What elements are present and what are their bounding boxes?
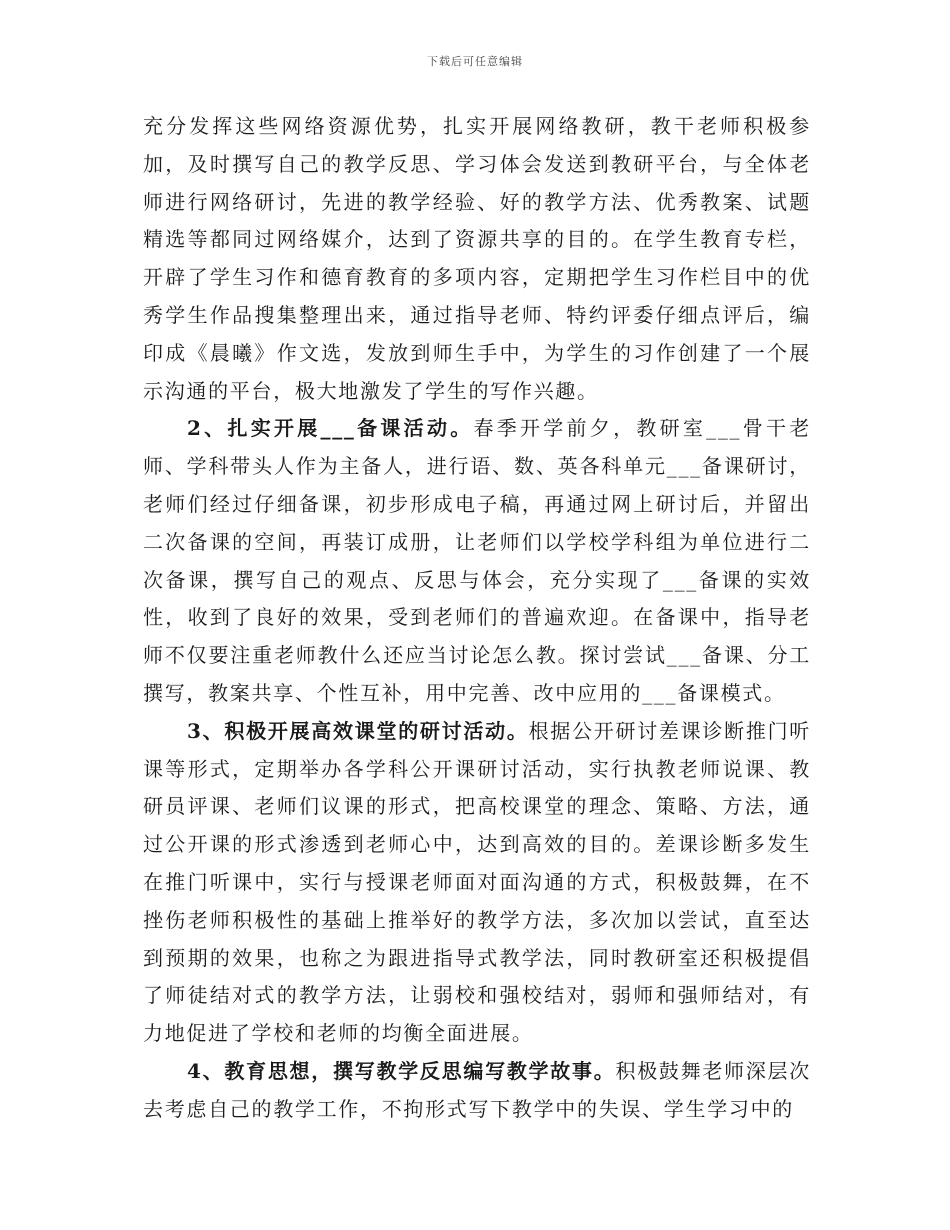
paragraph-3-text: 根据公开研讨差课诊断推门听课等形式，定期举办各学科公开课研讨活动，实行执教老师说课、教研员评课、老师们议课的形式，把高校课堂的理念、策略、方法，通过公开课的形式渗透到老师心中，达到高效的目的。差课诊断多发生在推门听课中，实行与授课老师面对面沟通的方式，积极鼓舞，在不挫伤老师积极性的基础上推举好的教学方法，多次加以尝试，直至达到预期的效果，也称之为跟进指导式教学法，同时教研室还积极提倡了师徒结对式的教学方法，让弱校和强校结对，弱师和强师结对，有力地促进了学校和老师的均衡全面进展。	[143, 718, 811, 1046]
paragraph-1	[143, 108, 811, 410]
paragraph-2-text: 春季开学前夕，教研室___骨干老师、学科带头人作为主备人，进行语、数、英各科单元___备课研讨，老师们经过仔细备课，初步形成电子稿，再通过网上研讨后，并留出二次备课的空间，再装订成册，让老师们以学校学科组为单位进行二次备课，撰写自己的观点、反思与体会，充分实现了___备课的实效性，收到了良好的效果，受到老师们的普遍欢迎。在备课中，指导老师不仅要注重老师教什么还应当讨论怎么教。探讨尝试___备课、分工撰写，教案共享、个性互补，用中完善、改中应用的___备课模式。	[143, 416, 812, 705]
paragraph-2	[143, 410, 811, 712]
paragraph-4-heading: 4、教育思想，撰写教学反思编写教学故事。	[187, 1058, 616, 1083]
paragraph-1-text: 充分发挥这些网络资源优势，扎实开展网络教研，教干老师积极参加，及时撰写自己的教学反思、学习体会发送到教研平台，与全体老师进行网络研讨，先进的教学经验、好的教学方法、优秀教案、试题精选等都同过网络媒介，达到了资源共享的目的。在学生教育专栏，开辟了学生习作和德育教育的多项内容，定期把学生习作栏目中的优秀学生作品搜集整理出来，通过指导老师、特约评委仔细点评后，编印成《晨曦》作文选，发放到师生手中，为学生的习作创建了一个展示沟通的平台，极大地激发了学生的写作兴趣。	[143, 114, 811, 403]
paragraph-3	[143, 713, 811, 1053]
paragraph-3-heading: 3、积极开展高效课堂的研讨活动。	[187, 718, 529, 743]
paragraph-2-heading: 2、扎实开展___备课活动。	[187, 416, 474, 441]
paragraph-4-text: 积极鼓舞老师深层次去考虑自己的教学工作，不拘形式写下教学中的失误、学生学习中的	[143, 1058, 811, 1121]
paragraph-4	[143, 1053, 811, 1129]
document-body	[143, 108, 811, 1129]
page-header: 下载后可任意编辑	[427, 55, 523, 68]
